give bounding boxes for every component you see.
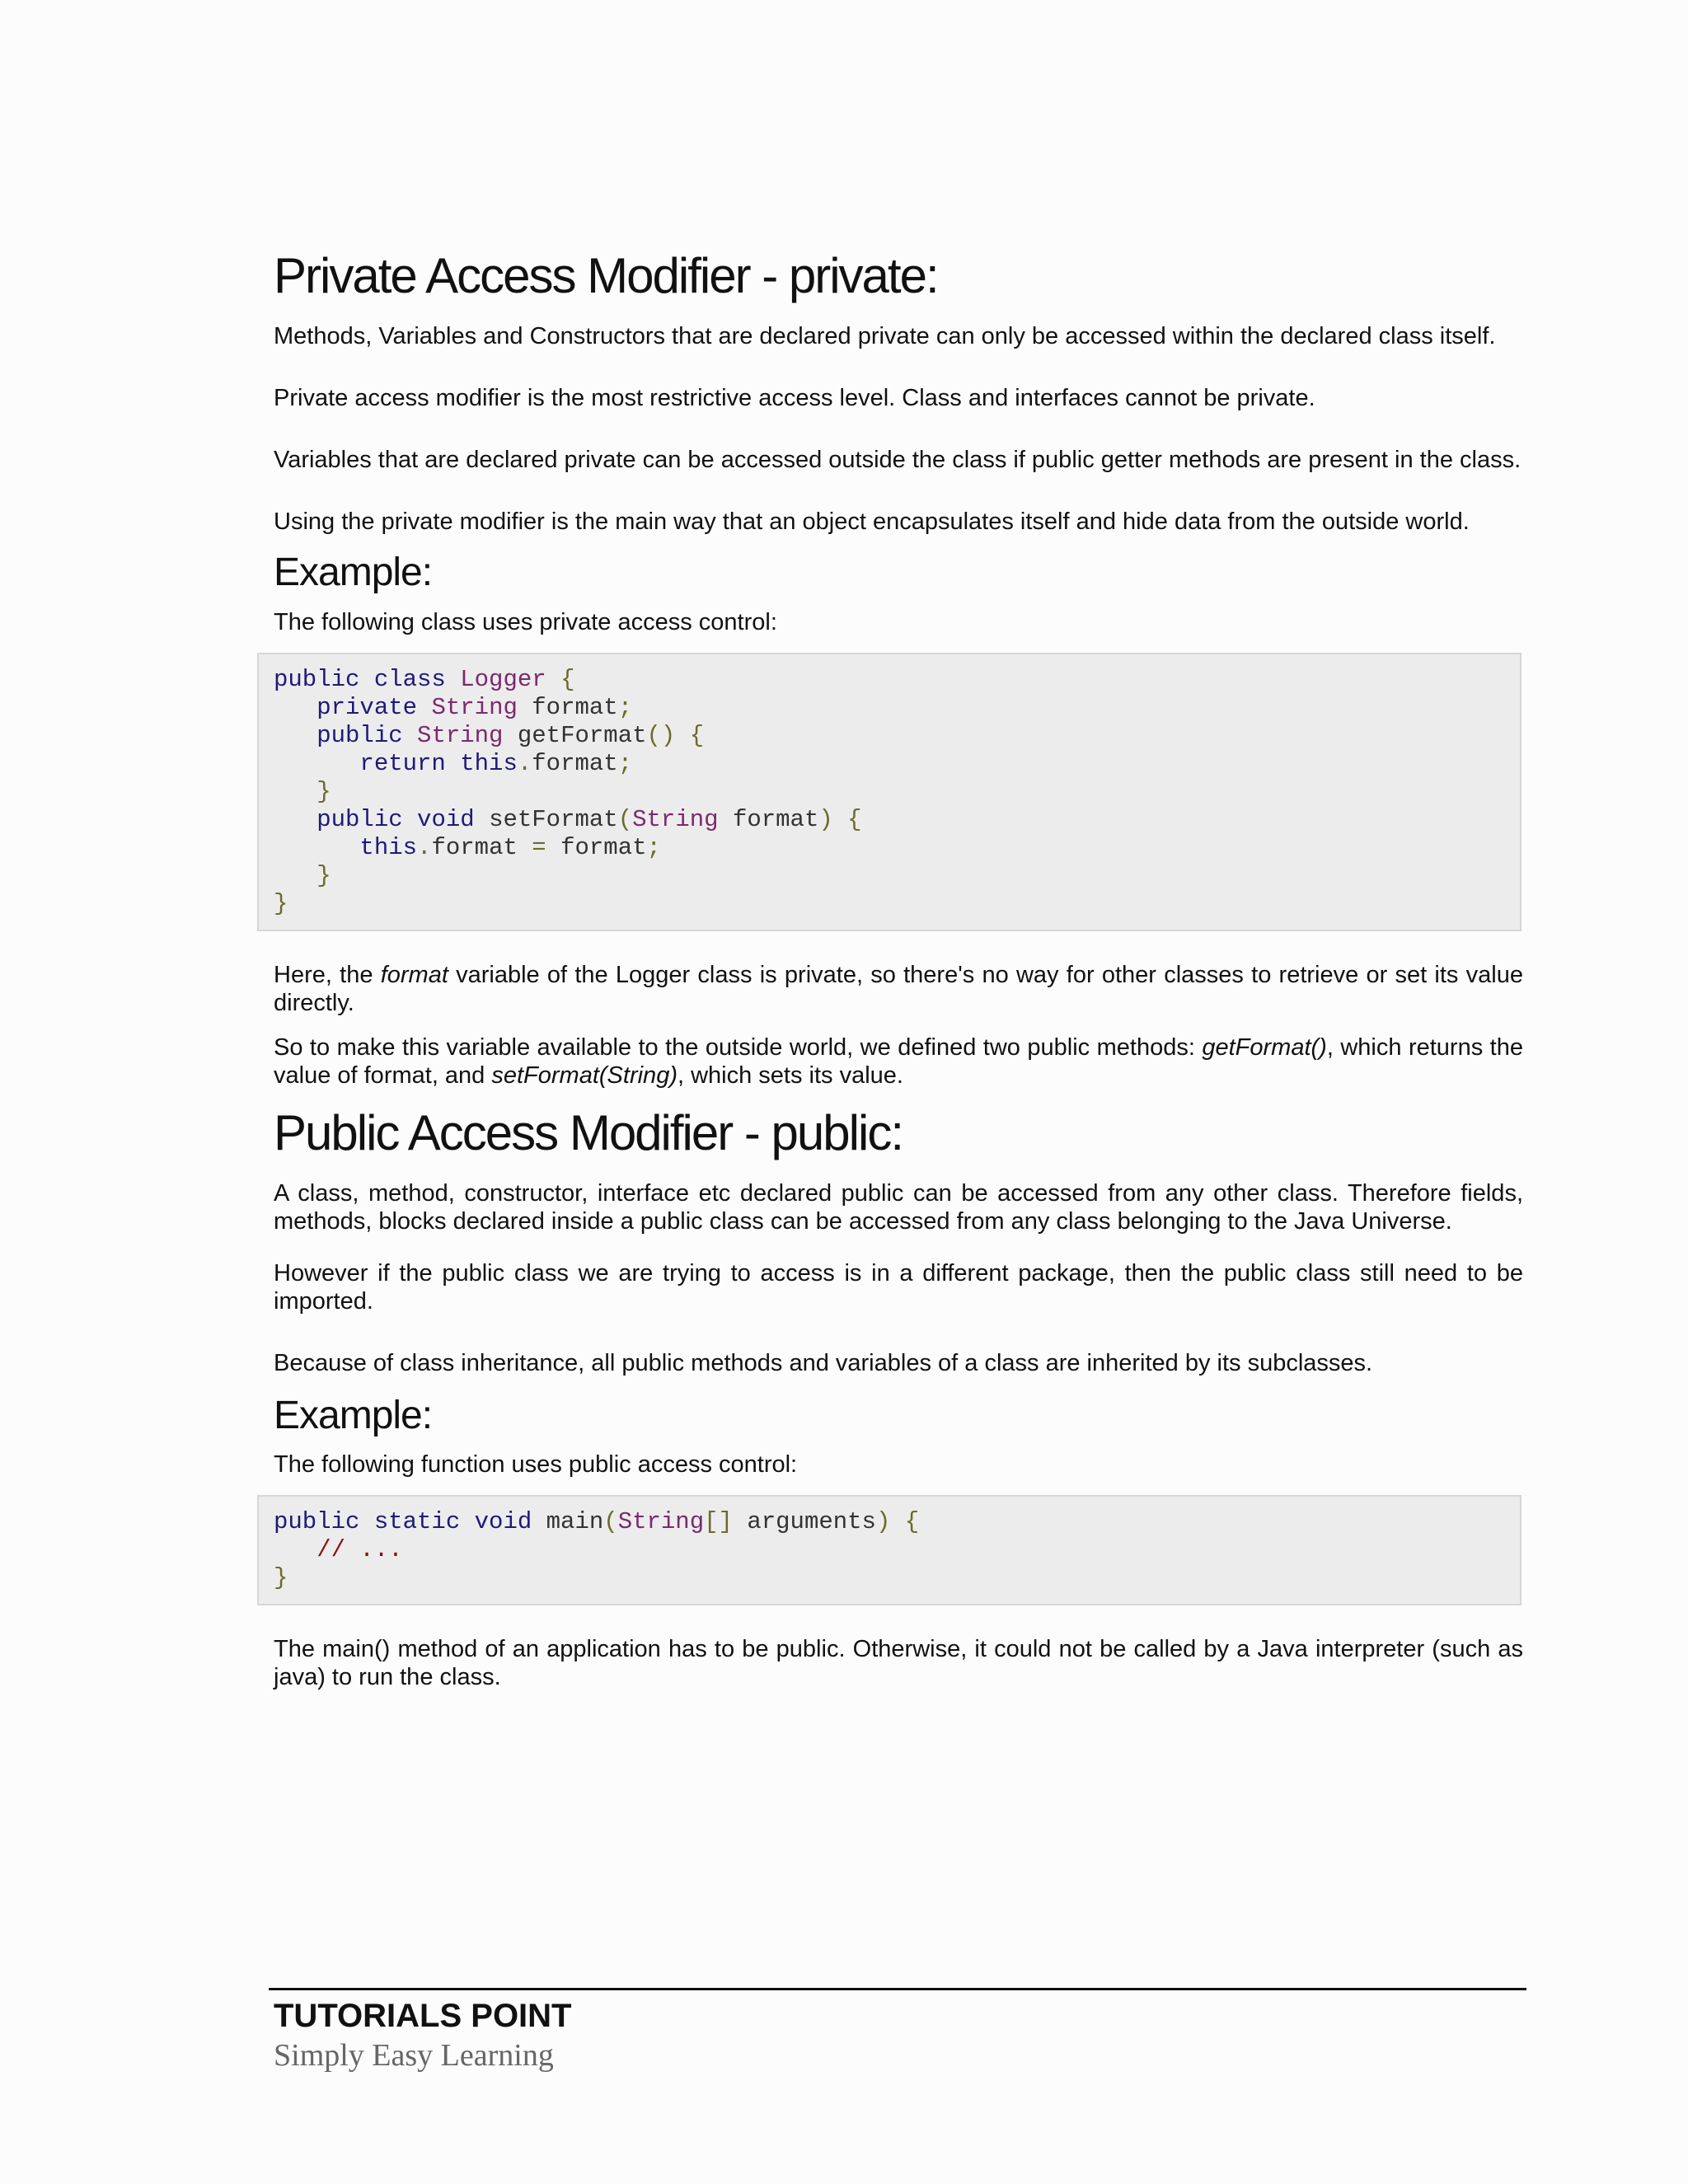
code-token: ; bbox=[617, 749, 633, 777]
code-line bbox=[274, 1564, 1505, 1592]
footer-divider bbox=[269, 1988, 1526, 1990]
code-token bbox=[274, 750, 359, 777]
code-token: } bbox=[316, 861, 331, 889]
example-intro: The following class uses private access control: bbox=[274, 608, 777, 635]
code-line bbox=[274, 1536, 1505, 1564]
italic-term: getFormat() bbox=[1202, 1033, 1327, 1061]
text-span: Here, the bbox=[274, 961, 381, 988]
paragraph: Private access modifier is the most restrictive access level. Class and interfaces cannot be private. bbox=[274, 385, 1315, 411]
code-token: public bbox=[316, 721, 418, 749]
text-span: , which sets its value. bbox=[677, 1062, 903, 1089]
code-token: { bbox=[560, 665, 575, 693]
code-token: Logger bbox=[460, 665, 561, 693]
code-token: () { bbox=[646, 721, 705, 749]
code-token: format bbox=[532, 693, 618, 721]
code-token: format bbox=[431, 833, 532, 861]
code-token: [] bbox=[704, 1508, 748, 1536]
code-token bbox=[274, 834, 359, 861]
code-token: format bbox=[732, 805, 819, 833]
code-token: ; bbox=[646, 833, 661, 861]
code-token: setFormat bbox=[489, 805, 618, 833]
code-token: this bbox=[359, 833, 418, 861]
paragraph: Using the private modifier is the main way that an object encapsulates itself and hide data from the outside world. bbox=[274, 509, 1470, 535]
code-block-logger bbox=[257, 653, 1522, 931]
code-token: private bbox=[316, 693, 432, 721]
code-line bbox=[274, 722, 1505, 750]
code-token: // ... bbox=[316, 1536, 403, 1564]
text-span: variable of the Logger class is private, so there's no way for other classes to retrieve or set its value directly. bbox=[274, 961, 1524, 1016]
code-token: = bbox=[532, 833, 561, 861]
code-token bbox=[274, 1536, 316, 1563]
code-token: } bbox=[274, 889, 288, 917]
code-line bbox=[274, 750, 1505, 778]
footer-tagline: Simply Easy Learning bbox=[274, 2038, 554, 2073]
code-token bbox=[274, 862, 316, 889]
paragraph: A class, method, constructor, interface etc declared public can be accessed from any other class. Therefore fields, methods, blocks declared inside a public class can be accessed from any class belonging to the Java Universe. bbox=[274, 1179, 1523, 1235]
code-token bbox=[274, 722, 316, 749]
paragraph: Variables that are declared private can be accessed outside the class if public getter methods are present in the class. bbox=[274, 447, 1522, 473]
page-content bbox=[274, 247, 1523, 1691]
code-token: format bbox=[560, 833, 647, 861]
code-token: String bbox=[632, 805, 733, 833]
section-title-private: Private Access Modifier - private: bbox=[274, 248, 938, 303]
code-line bbox=[274, 806, 1505, 834]
code-token: } bbox=[316, 777, 331, 805]
example-heading: Example: bbox=[274, 1393, 433, 1437]
code-line bbox=[274, 1508, 1505, 1536]
code-line bbox=[274, 862, 1505, 890]
paragraph: The main() method of an application has to be public. Otherwise, it could not be called by a Java interpreter (such as java) to run the class. bbox=[274, 1636, 1523, 1691]
code-token: } bbox=[274, 1564, 288, 1592]
code-token: . bbox=[417, 833, 432, 861]
paragraph bbox=[274, 961, 1523, 1017]
italic-term: format bbox=[380, 961, 448, 988]
code-token: . bbox=[517, 749, 532, 777]
code-line bbox=[274, 778, 1505, 806]
paragraph: Methods, Variables and Constructors that are declared private can only be accessed within the declared class itself. bbox=[274, 323, 1496, 349]
code-token: public void bbox=[316, 805, 490, 833]
code-token: public class bbox=[274, 665, 461, 693]
code-token: getFormat bbox=[517, 721, 647, 749]
code-token: String bbox=[431, 693, 532, 721]
code-token: String bbox=[617, 1508, 705, 1536]
paragraph bbox=[274, 1033, 1523, 1090]
code-token bbox=[274, 778, 316, 805]
example-heading: Example: bbox=[274, 551, 433, 594]
code-token: String bbox=[417, 721, 518, 749]
code-line bbox=[274, 666, 1505, 694]
code-token: arguments bbox=[747, 1508, 876, 1536]
code-line bbox=[274, 890, 1505, 918]
code-line bbox=[274, 834, 1505, 862]
italic-term: setFormat(String) bbox=[491, 1062, 678, 1089]
text-span: So to make this variable available to the outside world, we defined two public methods: bbox=[274, 1033, 1203, 1061]
code-token: ) { bbox=[818, 805, 862, 833]
code-token: ; bbox=[617, 693, 633, 721]
text-span: , which returns the value of format, and bbox=[274, 1033, 1523, 1089]
code-token: public static void bbox=[274, 1508, 546, 1536]
code-token bbox=[274, 806, 316, 833]
paragraph: Because of class inheritance, all public methods and variables of a class are inherited by its subclasses. bbox=[274, 1349, 1373, 1376]
footer-brand: TUTORIALS POINT bbox=[274, 1998, 572, 2034]
code-block-main bbox=[257, 1495, 1522, 1605]
code-token: ( bbox=[603, 1508, 618, 1536]
code-token: ( bbox=[617, 805, 633, 833]
code-line bbox=[274, 694, 1505, 722]
paragraph: However if the public class we are trying to access is in a different package, then the public class still need to be imported. bbox=[274, 1259, 1523, 1315]
code-token: ) { bbox=[875, 1508, 920, 1536]
code-token bbox=[274, 694, 316, 721]
code-token: main bbox=[546, 1508, 604, 1536]
code-token: return this bbox=[359, 749, 518, 777]
section-title-public: Public Access Modifier - public: bbox=[274, 1104, 903, 1160]
code-token: format bbox=[532, 749, 618, 777]
example-intro: The following function uses public access control: bbox=[274, 1451, 798, 1479]
